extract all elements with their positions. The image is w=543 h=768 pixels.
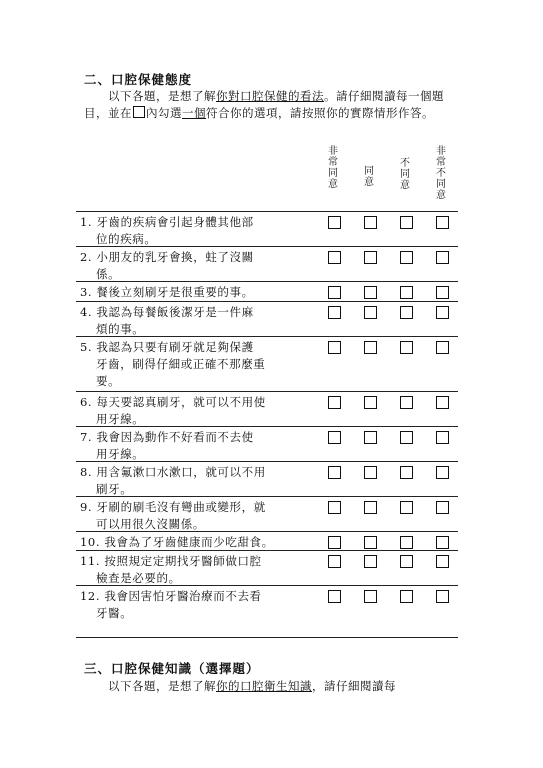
intro-text: 以下各題，是想了解 [84, 679, 216, 693]
question-continuation-line: 係。 [96, 267, 121, 281]
question-continuation-line: 要。 [96, 374, 121, 388]
question-number-and-line: 2. 小朋友的乳牙會換，蛀了沒關 [80, 250, 254, 264]
question-text [80, 429, 312, 463]
answer-checkbox-strongly-disagree[interactable] [436, 536, 449, 549]
answer-checkbox-agree[interactable] [364, 306, 377, 319]
answer-checkbox-strongly-agree[interactable] [328, 341, 341, 354]
question-text [80, 304, 312, 338]
question-text [80, 214, 312, 248]
question-row [76, 212, 458, 247]
answer-checkbox-strongly-agree[interactable] [328, 466, 341, 479]
question-row [76, 392, 458, 427]
question-continuation-line: 牙醫。 [96, 606, 133, 620]
question-continuation-line: 用牙線。 [96, 447, 145, 461]
answer-checkbox-agree[interactable] [364, 431, 377, 444]
intro-text: 內勾選 [146, 106, 182, 120]
answer-checkbox-strongly-disagree[interactable] [436, 286, 449, 299]
answer-checkbox-agree[interactable] [364, 396, 377, 409]
attitude-question-table [76, 144, 458, 638]
answer-checkbox-strongly-agree[interactable] [328, 555, 341, 568]
question-continuation-line: 位的疾病。 [96, 232, 157, 246]
question-number-and-line: 9. 牙刷的刷毛沒有彎曲或變形，就 [80, 500, 266, 514]
question-number-and-line: 3. 餐後立刻刷牙是很重要的事。 [80, 285, 254, 299]
answer-checkbox-agree[interactable] [364, 536, 377, 549]
question-number-and-line: 10. 我會為了牙齒健康而少吃甜食。 [80, 535, 274, 549]
question-continuation-line: 刷牙。 [96, 482, 133, 496]
answer-checkbox-strongly-agree[interactable] [328, 396, 341, 409]
question-number-and-line: 11. 按照規定定期找牙醫師做口腔 [80, 554, 262, 568]
answer-checkbox-strongly-disagree[interactable] [436, 555, 449, 568]
answer-checkbox-agree[interactable] [364, 216, 377, 229]
intro-text: ，請仔細閱讀每 [312, 679, 396, 693]
answer-checkbox-strongly-disagree[interactable] [436, 341, 449, 354]
answer-checkbox-agree[interactable] [364, 590, 377, 603]
question-row [76, 497, 458, 532]
column-header-strongly-agree: 非常同意 [328, 146, 338, 190]
question-row [76, 586, 458, 638]
question-row [76, 302, 458, 337]
answer-checkbox-strongly-disagree[interactable] [436, 501, 449, 514]
question-row [76, 337, 458, 392]
answer-checkbox-disagree[interactable] [400, 396, 413, 409]
answer-checkbox-strongly-agree[interactable] [328, 251, 341, 264]
question-text [80, 394, 312, 428]
question-text [80, 464, 312, 498]
question-text [80, 249, 312, 283]
answer-checkbox-disagree[interactable] [400, 466, 413, 479]
question-text [80, 339, 312, 390]
question-continuation-line: 牙齒，刷得仔細或正確不那麼重 [96, 357, 266, 371]
intro-text: 以下各題，是想了解 [84, 89, 216, 103]
answer-checkbox-agree[interactable] [364, 555, 377, 568]
answer-checkbox-strongly-disagree[interactable] [436, 431, 449, 444]
answer-checkbox-agree[interactable] [364, 286, 377, 299]
answer-checkbox-strongly-disagree[interactable] [436, 396, 449, 409]
question-row [76, 551, 458, 586]
answer-checkbox-disagree[interactable] [400, 501, 413, 514]
question-text [80, 588, 312, 622]
answer-checkbox-disagree[interactable] [400, 341, 413, 354]
answer-checkbox-disagree[interactable] [400, 431, 413, 444]
question-row [76, 247, 458, 282]
answer-checkbox-disagree[interactable] [400, 251, 413, 264]
answer-checkbox-strongly-disagree[interactable] [436, 216, 449, 229]
question-number-and-line: 12. 我會因害怕牙醫治療而不去看 [80, 589, 262, 603]
answer-checkbox-strongly-disagree[interactable] [436, 306, 449, 319]
answer-checkbox-strongly-agree[interactable] [328, 286, 341, 299]
answer-checkbox-disagree[interactable] [400, 590, 413, 603]
question-number-and-line: 8. 用含氟漱口水漱口，就可以不用 [80, 465, 266, 479]
intro-emphasis-text: 一個 [182, 106, 206, 120]
column-header-disagree: 不同意 [400, 158, 410, 191]
answer-checkbox-disagree[interactable] [400, 216, 413, 229]
question-row [76, 282, 458, 302]
answer-checkbox-agree[interactable] [364, 341, 377, 354]
question-row [76, 462, 458, 497]
question-text [80, 534, 312, 551]
question-text [80, 284, 312, 301]
answer-checkbox-strongly-agree[interactable] [328, 306, 341, 319]
answer-checkbox-strongly-disagree[interactable] [436, 590, 449, 603]
checkbox-symbol-icon [133, 106, 145, 118]
answer-checkbox-disagree[interactable] [400, 555, 413, 568]
question-continuation-line: 檢查是必要的。 [96, 571, 181, 585]
question-number-and-line: 7. 我會因為動作不好看而不去使 [80, 430, 254, 444]
intro-emphasis-text: 你的口腔衛生知識 [216, 679, 312, 693]
answer-checkbox-strongly-agree[interactable] [328, 536, 341, 549]
intro-emphasis-text: 你對口腔保健的看法 [216, 89, 324, 103]
question-number-and-line: 5. 我認為只要有刷牙就足夠保護 [80, 340, 254, 354]
column-header-agree: 同意 [364, 166, 374, 188]
question-continuation-line: 可以用很久沒關係。 [96, 517, 205, 531]
answer-checkbox-agree[interactable] [364, 466, 377, 479]
answer-checkbox-disagree[interactable] [400, 536, 413, 549]
question-number-and-line: 1. 牙齒的疾病會引起身體其他部 [80, 215, 254, 229]
section-title-knowledge: 三、口腔保健知識（選擇題） [84, 661, 260, 676]
answer-checkbox-disagree[interactable] [400, 286, 413, 299]
question-continuation-line: 煩的事。 [96, 322, 145, 336]
question-row [76, 532, 458, 551]
intro-text: 符合你的選項，請按照你的實際情形作答。 [206, 106, 434, 120]
intro-text: 。請仔細閱讀每一個題目，並在 [84, 89, 444, 120]
answer-checkbox-strongly-agree[interactable] [328, 590, 341, 603]
column-header-strongly-disagree: 非常不同意 [436, 146, 446, 201]
answer-checkbox-disagree[interactable] [400, 306, 413, 319]
answer-checkbox-strongly-disagree[interactable] [436, 251, 449, 264]
answer-checkbox-strongly-disagree[interactable] [436, 466, 449, 479]
section-title-attitude: 二、口腔保健態度 [84, 72, 193, 87]
question-text [80, 499, 312, 533]
section-intro-knowledge [84, 678, 474, 695]
question-number-and-line: 4. 我認為每餐飯後潔牙是一件麻 [80, 305, 254, 319]
section-intro-attitude [84, 88, 464, 122]
answer-checkbox-strongly-agree[interactable] [328, 216, 341, 229]
answer-checkbox-agree[interactable] [364, 251, 377, 264]
question-row [76, 427, 458, 462]
answer-checkbox-strongly-agree[interactable] [328, 431, 341, 444]
question-continuation-line: 用牙線。 [96, 412, 145, 426]
answer-checkbox-strongly-agree[interactable] [328, 501, 341, 514]
question-number-and-line: 6. 每天要認真刷牙，就可以不用使 [80, 395, 266, 409]
question-text [80, 553, 312, 587]
answer-checkbox-agree[interactable] [364, 501, 377, 514]
